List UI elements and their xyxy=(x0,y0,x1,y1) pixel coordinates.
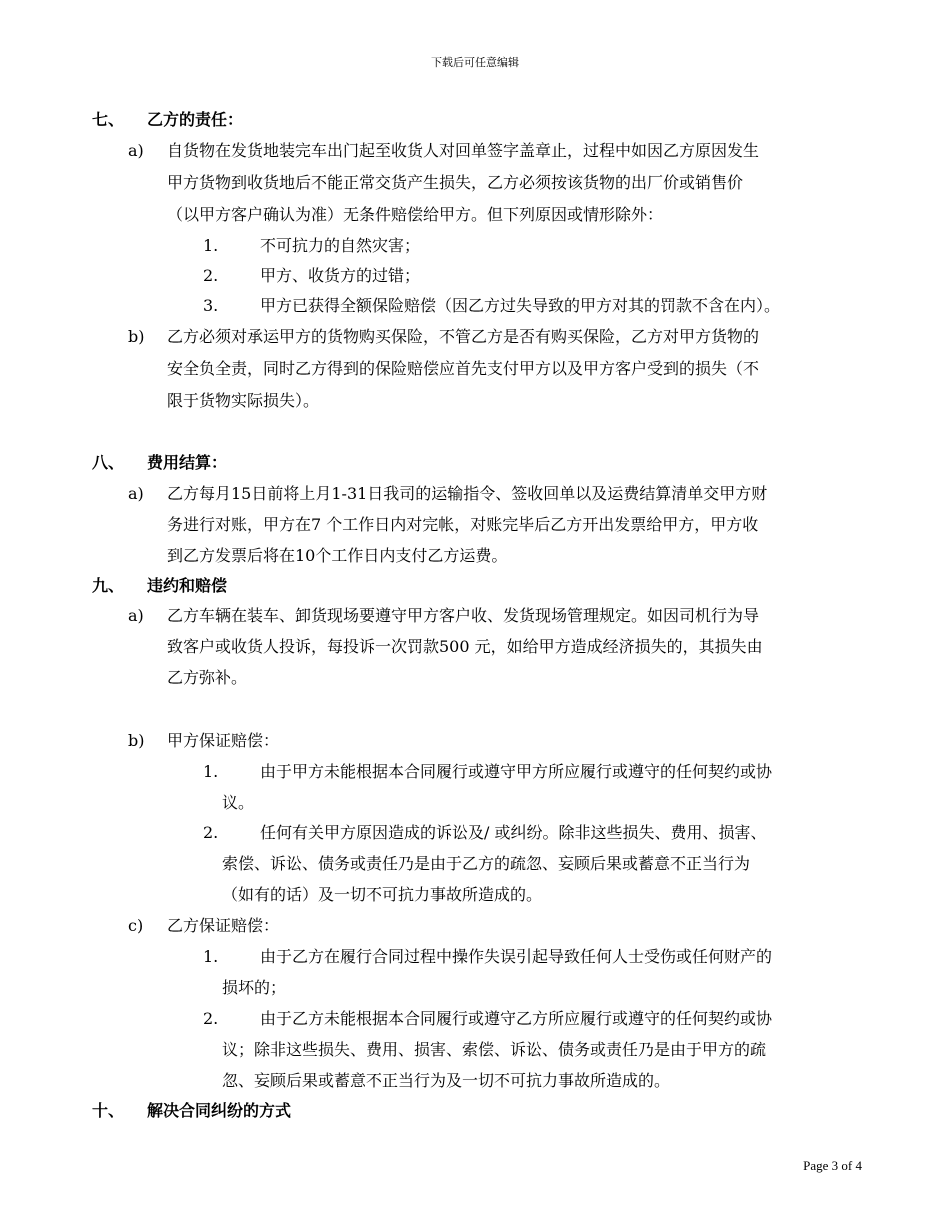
s8-a-line-2: 务进行对账，甲方在7 个工作日内对完帐，对账完毕后乙方开出发票给甲方，甲方收 xyxy=(167,515,759,534)
c-item-1-number: 1. xyxy=(203,947,219,966)
b-item-1-number: 1. xyxy=(203,762,219,781)
b-item-2-line-3: （如有的话）及一切不可抗力事故所造成的。 xyxy=(222,885,543,904)
c-item-1-line-2: 损坏的； xyxy=(222,978,287,997)
s9-b-title: 甲方保证赔偿： xyxy=(167,731,280,750)
c-item-1-line-1: 由于乙方在履行合同过程中操作失误引起导致任何人士受伤或任何财产的 xyxy=(260,947,773,966)
s9-a-line-3: 乙方弥补。 xyxy=(167,668,248,687)
c-item-2-number: 2. xyxy=(203,1009,219,1028)
s8-a-line-3: 到乙方发票后将在10个工作日内支付乙方运费。 xyxy=(167,546,508,565)
b-item-2-number: 2. xyxy=(203,823,219,842)
exception-2-number: 2. xyxy=(203,266,219,285)
page-header: 下载后可任意编辑 xyxy=(431,56,519,69)
c-item-2-line-3: 忽、妄顾后果或蓄意不正当行为及一切不可抗力事故所造成的。 xyxy=(222,1071,671,1090)
c-item-2-line-1: 由于乙方未能根据本合同履行或遵守乙方所应履行或遵守的任何契约或协 xyxy=(260,1009,773,1028)
s7-b-line-2: 安全负全责，同时乙方得到的保险赔偿应首先支付甲方以及甲方客户受到的损失（不 xyxy=(167,359,760,378)
s9-b-marker: b) xyxy=(128,731,145,750)
exception-3-text: 甲方已获得全额保险赔偿（因乙方过失导致的甲方对其的罚款不含在内）。 xyxy=(260,296,781,315)
section-7-title: 乙方的责任： xyxy=(147,110,244,129)
section-10-title: 解决合同纠纷的方式 xyxy=(147,1101,292,1120)
exception-1-number: 1. xyxy=(203,236,219,255)
b-item-1-line-1: 由于甲方未能根据本合同履行或遵守甲方所应履行或遵守的任何契约或协 xyxy=(260,762,773,781)
s9-a-line-1: 乙方车辆在装车、卸货现场要遵守甲方客户收、发货现场管理规定。如因司机行为导 xyxy=(167,606,760,625)
exception-3-number: 3. xyxy=(203,296,219,315)
s9-a-marker: a) xyxy=(128,606,144,625)
s9-c-marker: c) xyxy=(128,916,144,935)
section-7-number: 七、 xyxy=(92,110,125,129)
exception-1-text: 不可抗力的自然灾害； xyxy=(260,236,421,255)
s7-a-line-1: 自货物在发货地装完车出门起至收货人对回单签字盖章止，过程中如因乙方原因发生 xyxy=(167,141,760,160)
exception-2-text: 甲方、收货方的过错； xyxy=(260,266,421,285)
section-9-title: 违约和赔偿 xyxy=(147,576,228,595)
s9-c-title: 乙方保证赔偿： xyxy=(167,916,280,935)
section-9-number: 九、 xyxy=(92,576,125,595)
s9-a-line-2: 致客户或收货人投诉，每投诉一次罚款500 元，如给甲方造成经济损失的，其损失由 xyxy=(167,637,763,656)
s8-a-line-1: 乙方每月15日前将上月1-31日我司的运输指令、签收回单以及运费结算清单交甲方财 xyxy=(167,484,768,503)
s8-a-marker: a) xyxy=(128,484,144,503)
s7-b-marker: b) xyxy=(128,327,145,346)
s7-a-marker: a) xyxy=(128,141,144,160)
b-item-1-line-2: 议。 xyxy=(222,793,255,812)
s7-b-line-3: 限于货物实际损失）。 xyxy=(167,391,320,410)
s7-b-line-1: 乙方必须对承运甲方的货物购买保险，不管乙方是否有购买保险，乙方对甲方货物的 xyxy=(167,327,760,346)
s7-a-line-3: （以甲方客户确认为准）无条件赔偿给甲方。但下列原因或情形除外： xyxy=(167,205,664,224)
b-item-2-line-2: 索偿、诉讼、债务或责任乃是由于乙方的疏忽、妄顾后果或蓄意不正当行为 xyxy=(222,854,751,873)
page-number: Page 3 of 4 xyxy=(803,1158,862,1173)
c-item-2-line-2: 议；除非这些损失、费用、损害、索偿、诉讼、债务或责任乃是由于甲方的疏 xyxy=(222,1040,767,1059)
section-10-number: 十、 xyxy=(92,1101,125,1120)
section-8-number: 八、 xyxy=(92,453,125,472)
s7-a-line-2: 甲方货物到收货地后不能正常交货产生损失，乙方必须按该货物的出厂价或销售价 xyxy=(167,173,744,192)
b-item-2-line-1: 任何有关甲方原因造成的诉讼及/ 或纠纷。除非这些损失、费用、损害、 xyxy=(260,823,767,842)
section-8-title: 费用结算： xyxy=(147,453,228,472)
